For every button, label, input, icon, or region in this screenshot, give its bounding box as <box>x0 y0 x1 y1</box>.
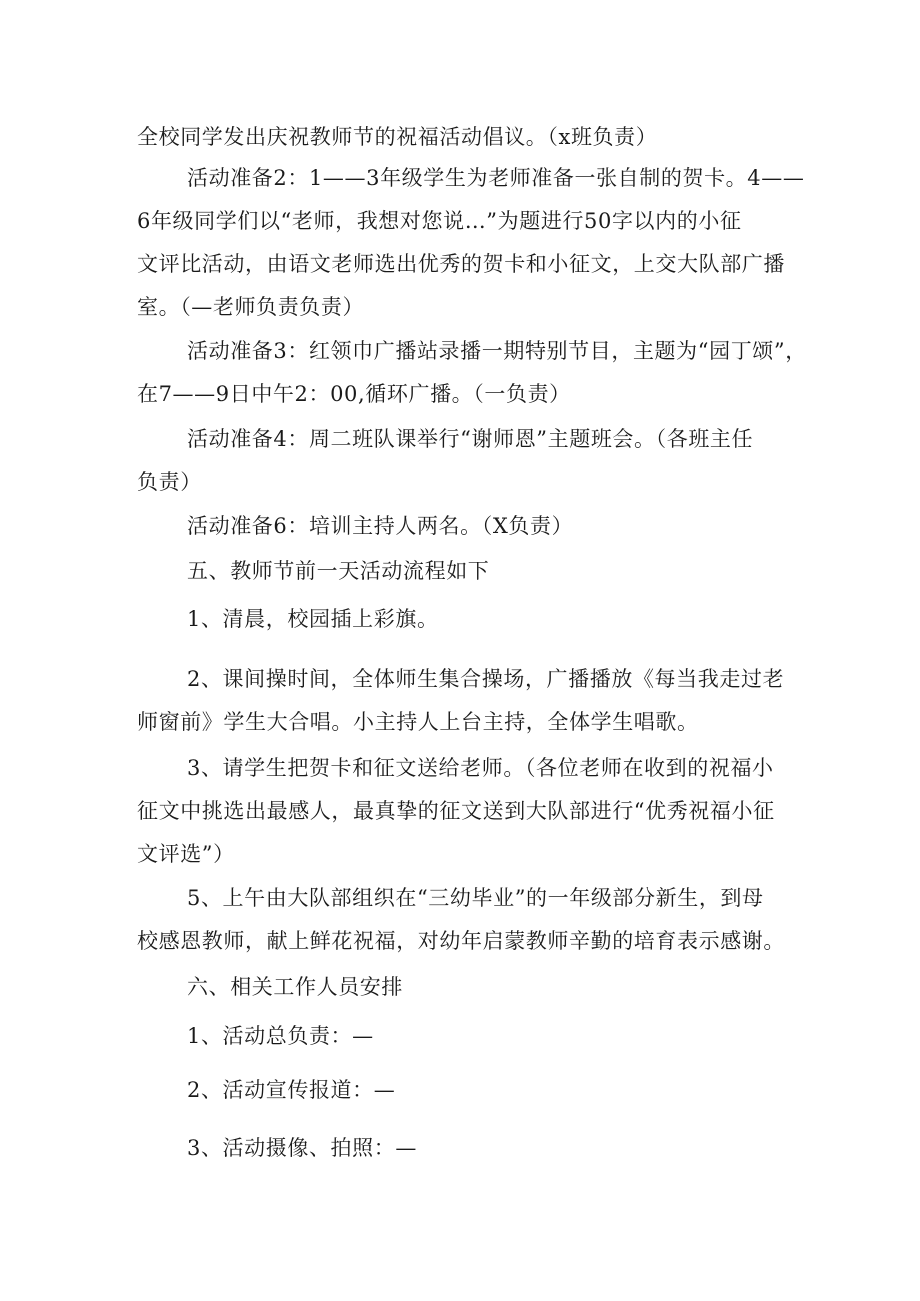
text-line: 2、活动宣传报道：— <box>187 1078 396 1102</box>
text-line: 在7——9日中午2：00,循环广播。（一负责） <box>137 382 571 406</box>
text-line: 3、活动摄像、拍照：— <box>187 1136 417 1160</box>
text-line: 文评比活动，由语文老师选出优秀的贺卡和小征文，上交大队部广播 <box>137 252 785 276</box>
paragraph-initiative <box>137 116 787 159</box>
paragraph-preparation-3 <box>137 330 807 416</box>
text-line: 5、上午由大队部组织在“三幼毕业”的一年级部分新生，到母 <box>187 886 764 910</box>
text-line: 文评选”） <box>137 842 235 866</box>
staff-item-2 <box>137 1069 787 1112</box>
text-line: 2、课间操时间，全体师生集合操场，广播播放《每当我走过老 <box>187 667 785 691</box>
paragraph-preparation-2 <box>137 157 805 329</box>
text-line: 征文中挑选出最感人，最真挚的征文送到大队部进行“优秀祝福小征 <box>137 799 775 823</box>
text-line: 校感恩教师，献上鲜花祝福，对幼年启蒙教师辛勤的培育表示感谢。 <box>137 929 785 953</box>
list-item-2 <box>137 658 787 744</box>
paragraph-preparation-4 <box>137 418 787 504</box>
text-line: 全校同学发出庆祝教师节的祝福活动倡议。（x班负责） <box>137 125 658 149</box>
text-line: 6年级同学们以“老师，我想对您说…”为题进行50字以内的小征 <box>137 209 742 233</box>
text-line: 活动准备3：红领巾广播站录播一期特别节目，主题为“园丁颂”， <box>187 339 807 363</box>
text-line: 1、活动总负责：— <box>187 1024 374 1048</box>
list-item-3 <box>137 747 787 876</box>
list-item-1 <box>137 598 787 641</box>
text-line: 活动准备2：1——3年级学生为老师准备一张自制的贺卡。4—— <box>187 166 805 190</box>
text-line: 室。（—老师负责负责） <box>137 295 365 319</box>
section-heading-5 <box>137 550 787 593</box>
section-heading-6 <box>137 966 787 1009</box>
text-line: 3、请学生把贺卡和征文送给老师。（各位老师在收到的祝福小 <box>187 756 774 780</box>
text-line: 活动准备4：周二班队课举行“谢师恩”主题班会。（各班主任 <box>187 427 754 451</box>
paragraph-preparation-6 <box>137 505 787 548</box>
staff-item-3 <box>137 1127 787 1170</box>
text-line: 六、相关工作人员安排 <box>187 975 403 999</box>
text-line: 活动准备6：培训主持人两名。（X负责） <box>187 514 574 538</box>
text-line: 1、清晨，校园插上彩旗。 <box>187 607 439 631</box>
text-line: 负责） <box>137 470 202 494</box>
text-line: 五、教师节前一天活动流程如下 <box>187 559 490 583</box>
list-item-5 <box>137 877 787 963</box>
text-line: 师窗前》学生大合唱。小主持人上台主持，全体学生唱歌。 <box>137 710 699 734</box>
staff-item-1 <box>137 1015 787 1058</box>
